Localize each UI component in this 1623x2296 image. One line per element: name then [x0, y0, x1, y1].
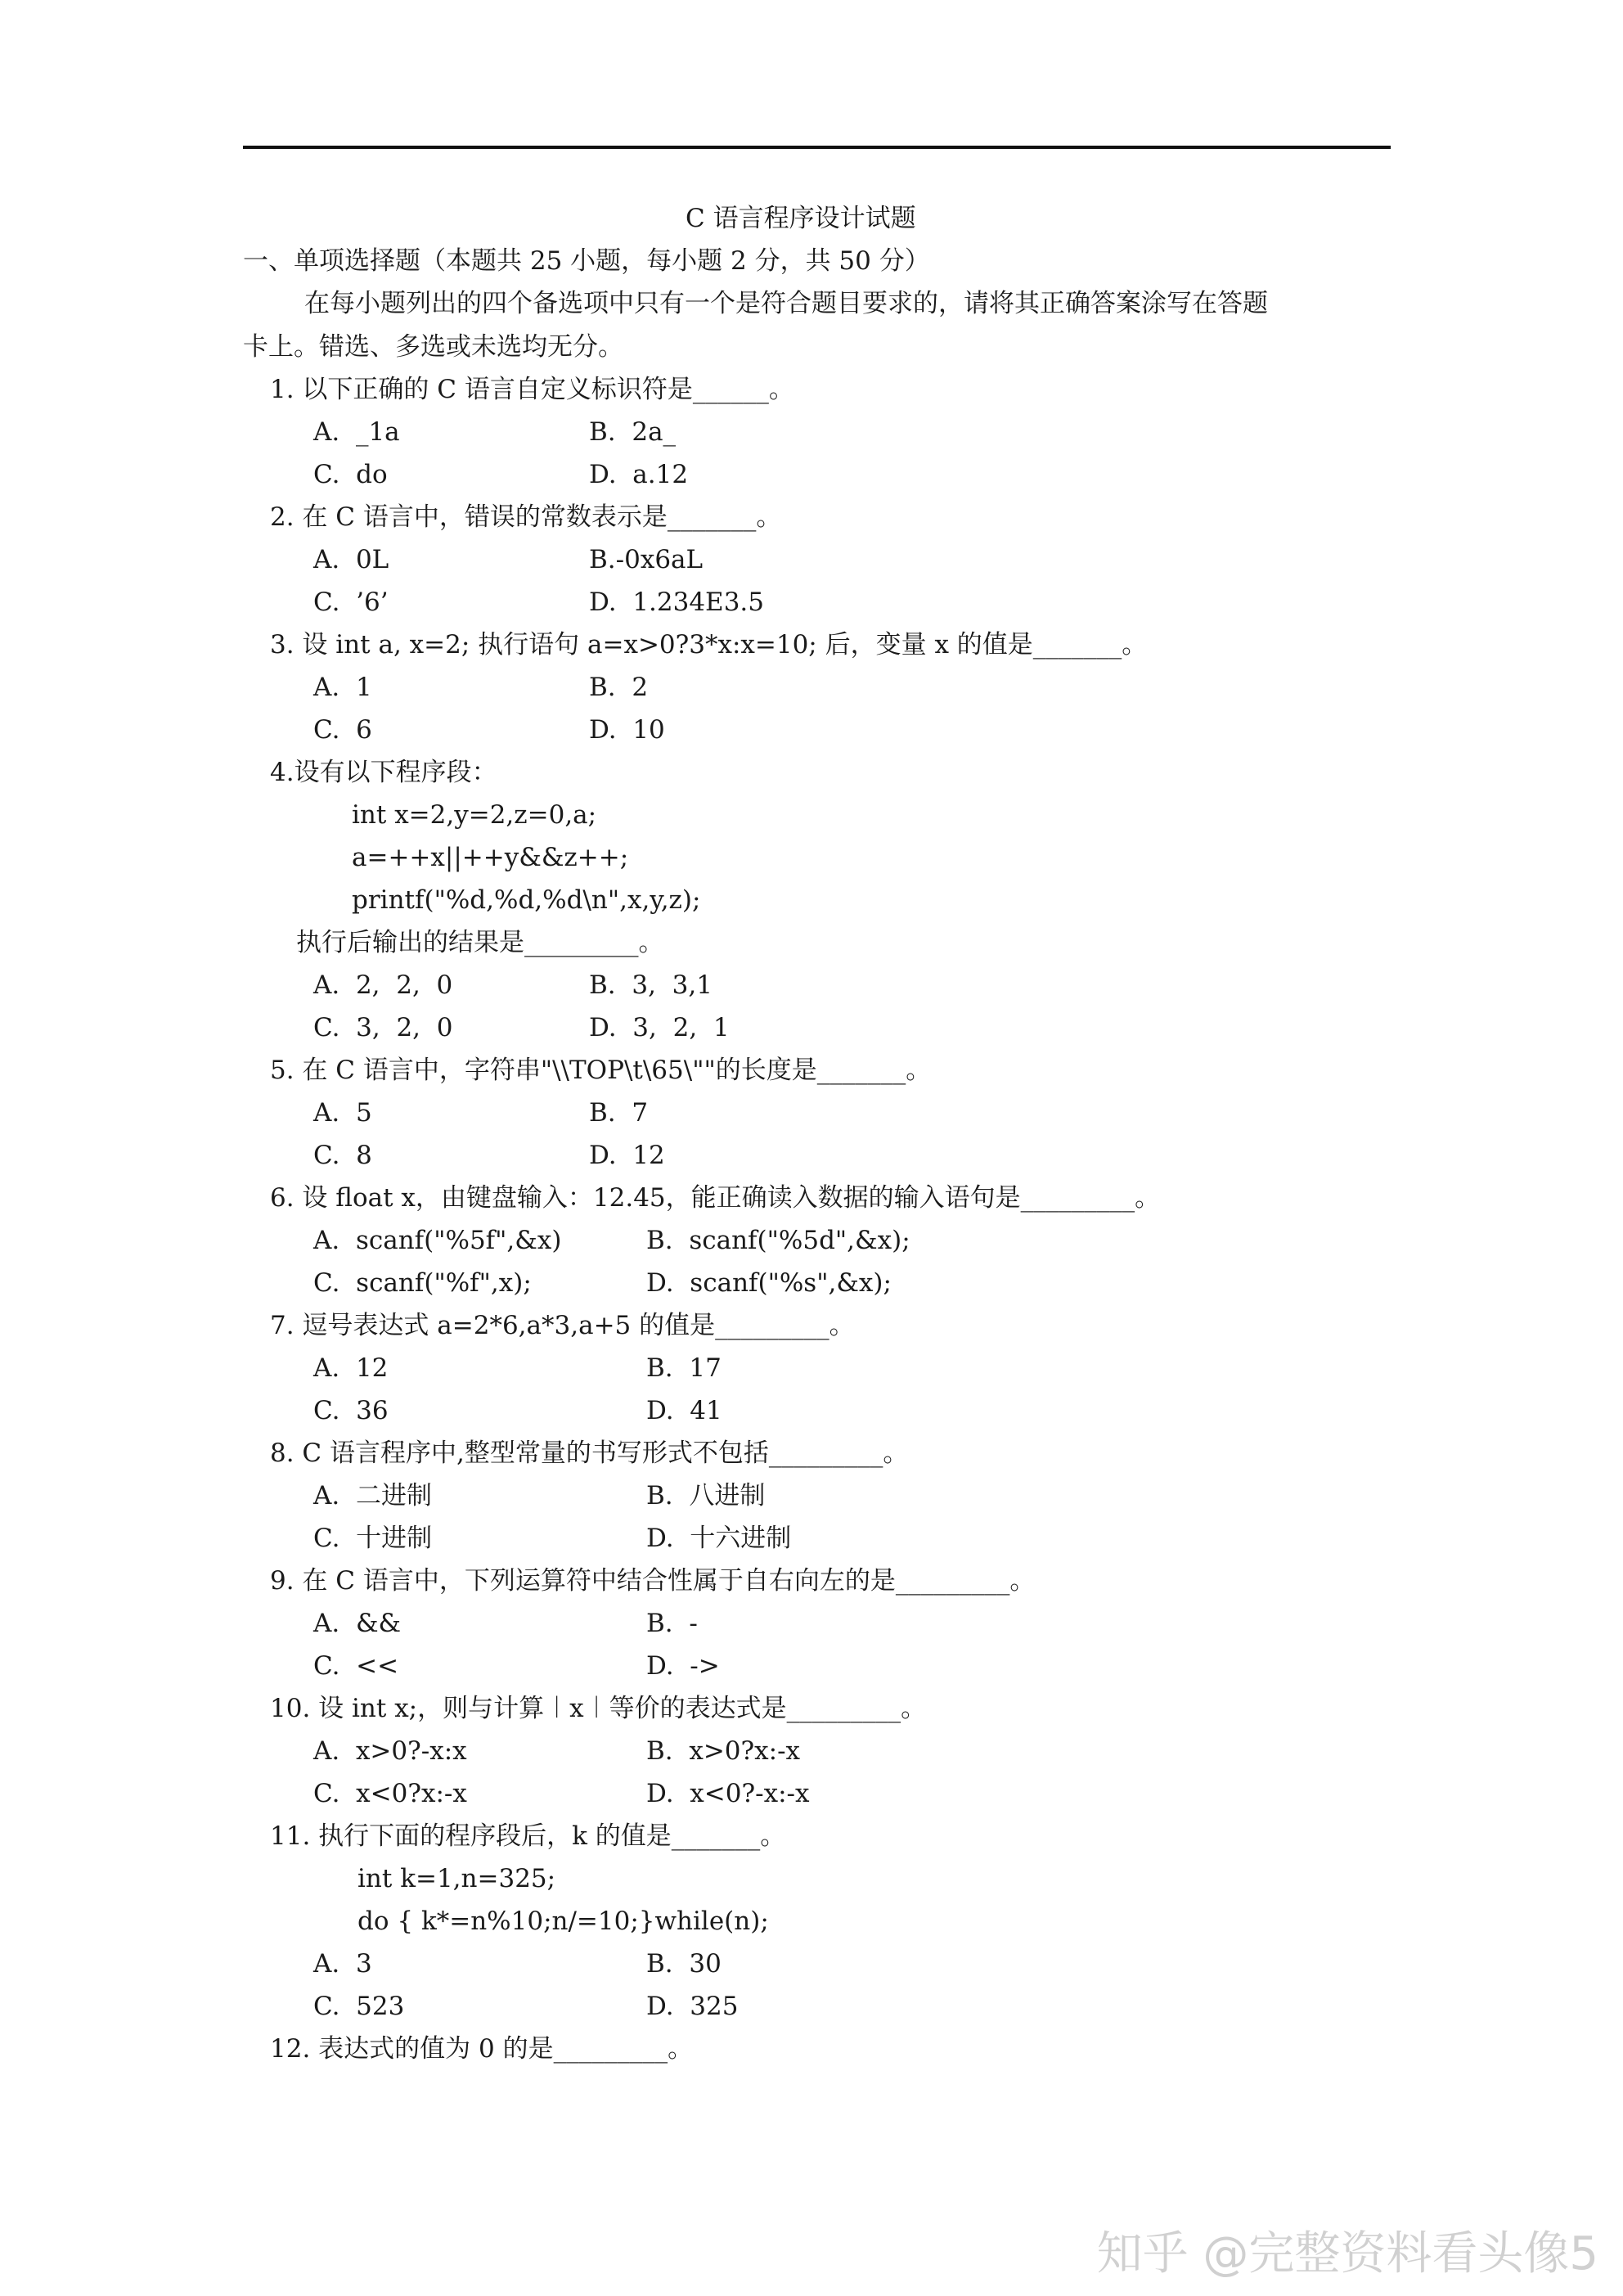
question-3-option-b: B. 2: [589, 673, 649, 702]
question-2-option-b: B.-0x6aL: [589, 545, 704, 574]
question-4-option-d: D. 3, 2, 1: [589, 1013, 730, 1042]
question-12-stem: 12. 表达式的值为 0 的是_________。: [270, 2034, 694, 2064]
page-title: C 语言程序设计试题: [686, 204, 916, 233]
question-6-option-c: C. scanf("%f",x);: [313, 1268, 532, 1298]
question-2-option-a: A. 0L: [313, 545, 389, 574]
question-8-option-d: D. 十六进制: [646, 1524, 792, 1553]
question-11-option-b: B. 30: [646, 1949, 722, 1979]
question-8-option-c: C. 十进制: [313, 1524, 433, 1553]
question-9-option-a: A. &&: [313, 1609, 402, 1638]
question-4-option-a: A. 2, 2, 0: [313, 970, 453, 1000]
question-1-option-a: A. _1a: [313, 417, 400, 447]
question-6-option-b: B. scanf("%5d",&x);: [646, 1226, 910, 1255]
question-11-stem: 11. 执行下面的程序段后，k 的值是_______。: [270, 1821, 786, 1851]
question-8-option-b: B. 八进制: [646, 1481, 766, 1510]
header-rule: [243, 146, 1391, 149]
question-9-stem: 9. 在 C 语言中，下列运算符中结合性属于自右向左的是_________。: [270, 1566, 1036, 1596]
question-6-option-d: D. scanf("%s",&x);: [646, 1268, 892, 1298]
question-5-option-b: B. 7: [589, 1098, 649, 1128]
question-8-stem: 8. C 语言程序中,整型常量的书写形式不包括_________。: [270, 1438, 909, 1468]
question-3-option-a: A. 1: [313, 673, 372, 702]
question-4-code-line-2: a=++x||++y&&z++;: [352, 843, 629, 872]
question-5-option-a: A. 5: [313, 1098, 372, 1128]
question-1-option-d: D. a.12: [589, 460, 689, 489]
section-heading: 一、单项选择题（本题共 25 小题，每小题 2 分，共 50 分）: [243, 246, 930, 276]
question-4-code-line-1: int x=2,y=2,z=0,a;: [352, 800, 597, 830]
question-4-stem: 4.设有以下程序段：: [270, 758, 497, 787]
question-10-stem: 10. 设 int x;，则与计算︱x︱等价的表达式是_________。: [270, 1694, 927, 1723]
question-11-option-c: C. 523: [313, 1992, 405, 2021]
question-2-option-d: D. 1.234E3.5: [589, 588, 764, 617]
question-4-option-c: C. 3, 2, 0: [313, 1013, 453, 1042]
question-3-option-d: D. 10: [589, 715, 665, 745]
question-7-stem: 7. 逗号表达式 a=2*6,a*3,a+5 的值是_________。: [270, 1311, 855, 1340]
question-9-option-c: C. <<: [313, 1651, 399, 1681]
question-10-option-d: D. x<0?-x:-x: [646, 1779, 810, 1808]
question-4-option-b: B. 3, 3,1: [589, 970, 713, 1000]
question-11-option-a: A. 3: [313, 1949, 372, 1979]
question-5-option-c: C. 8: [313, 1141, 372, 1170]
question-4-code-line-3: printf("%d,%d,%d\n",x,y,z);: [352, 885, 701, 915]
question-9-option-b: B. -: [646, 1609, 698, 1638]
question-6-option-a: A. scanf("%5f",&x): [313, 1226, 562, 1255]
question-11-code-line-2: do { k*=n%10;n/=10;}while(n);: [357, 1907, 769, 1936]
instructions-line-1: 在每小题列出的四个备选项中只有一个是符合题目要求的，请将其正确答案涂写在答题: [304, 289, 1268, 318]
question-5-option-d: D. 12: [589, 1141, 665, 1170]
question-1-option-b: B. 2a_: [589, 417, 677, 447]
question-7-option-d: D. 41: [646, 1396, 722, 1425]
question-6-stem: 6. 设 float x，由键盘输入：12.45，能正确读入数据的输入语句是_________。: [270, 1183, 1161, 1213]
question-5-stem: 5. 在 C 语言中，字符串"\\TOP\t\65\""的长度是_______。: [270, 1056, 932, 1085]
question-10-option-a: A. x>0?-x:x: [313, 1736, 467, 1766]
question-11-option-d: D. 325: [646, 1992, 739, 2021]
question-4-prompt: 执行后输出的结果是_________。: [296, 928, 664, 957]
question-3-stem: 3. 设 int a, x=2; 执行语句 a=x>0?3*x:x=10; 后，变量 x 的值是_______。: [270, 630, 1148, 660]
question-11-code-line-1: int k=1,n=325;: [357, 1864, 556, 1893]
question-1-option-c: C. do: [313, 460, 388, 489]
question-10-option-b: B. x>0?x:-x: [646, 1736, 801, 1766]
question-3-option-c: C. 6: [313, 715, 372, 745]
question-1-stem: 1. 以下正确的 C 语言自定义标识符是______。: [270, 375, 794, 404]
question-7-option-a: A. 12: [313, 1353, 389, 1383]
question-7-option-b: B. 17: [646, 1353, 722, 1383]
watermark: 知乎 @完整资料看头像5: [1096, 2227, 1598, 2280]
question-8-option-a: A. 二进制: [313, 1481, 432, 1510]
question-10-option-c: C. x<0?x:-x: [313, 1779, 467, 1808]
instructions-line-2: 卡上。错选、多选或未选均无分。: [243, 332, 623, 362]
question-9-option-d: D. ->: [646, 1651, 720, 1681]
question-7-option-c: C. 36: [313, 1396, 389, 1425]
question-2-option-c: C. ’6’: [313, 588, 389, 617]
question-2-stem: 2. 在 C 语言中，错误的常数表示是_______。: [270, 502, 782, 532]
